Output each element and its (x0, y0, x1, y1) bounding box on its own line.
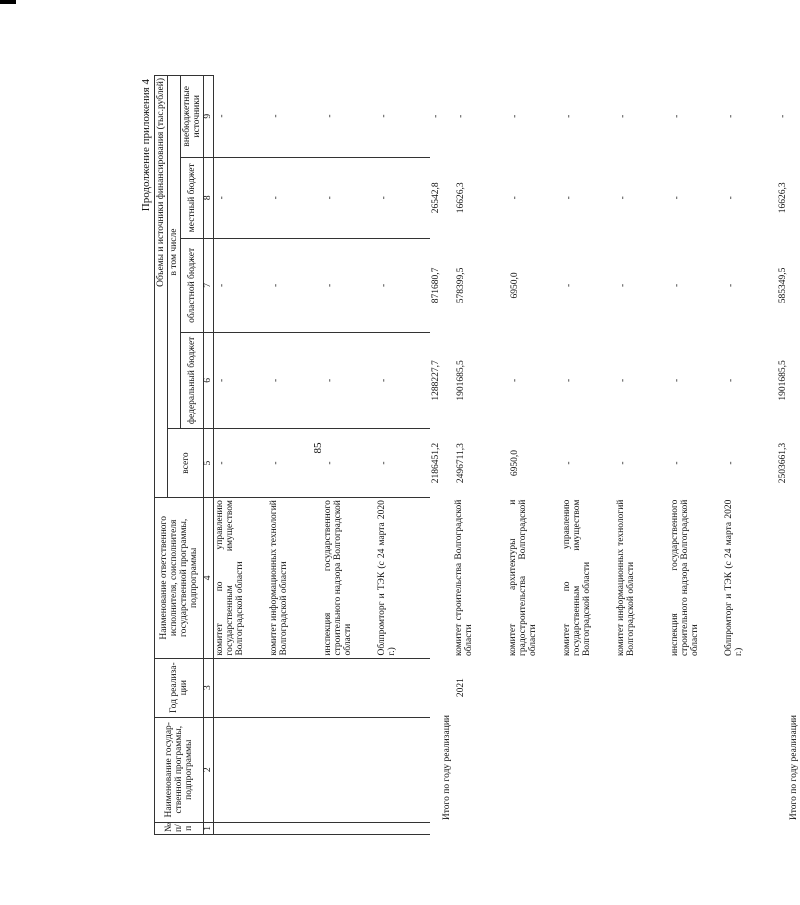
rotated-table-area (140, 75, 799, 835)
table-row: 2021 комитет строительства Волгоградской области 2496711,3 1901685,5 578399,5 16626,3 - (453, 76, 507, 835)
financing-table (154, 75, 800, 835)
org-name: комитет по управлению государственным имуществом Волгоградской области (562, 499, 592, 657)
header-federal: федеральный бюджет (181, 332, 204, 428)
table-row: комитет по управлению государственным имуществом Волгоградской области - - - - - (561, 76, 615, 835)
col-num-5: 5 (204, 429, 214, 498)
col-num-4: 4 (204, 498, 214, 658)
corner-mark (0, 0, 16, 4)
header-regional: областной бюджет (181, 238, 204, 332)
table-row: инспекция государственного строительного надзора Волгоградской области - - - - - (669, 76, 723, 835)
header-including: в том числе (168, 76, 181, 429)
header-number: № п/п (155, 822, 204, 834)
table-row: комитет по управлению государственным имуществом Волгоградской области - - - - - (214, 76, 269, 835)
org-name: комитет информационных технологий Волгоградской области (616, 499, 636, 657)
header-volumes: Объемы и источники финансирования (тыс.рублей) (155, 76, 168, 498)
total-label: Итого по году реализации (442, 715, 452, 821)
col-num-7: 7 (204, 238, 214, 332)
col-num-1: 1 (204, 822, 214, 834)
org-name: Облпромторг и ТЭК (с 24 марта 2020 г.) (376, 498, 430, 658)
table-row: комитет архитектуры и градостроительства Волгоградской области 6950,0 - 6950,0 - - (507, 76, 561, 835)
continuation-title: Продолжение приложения 4 (140, 79, 152, 212)
total-row: Итого по году реализации 2186451,2 1288227,7 871680,7 26542,8 - (431, 114, 452, 821)
page-number: 85 (312, 442, 324, 454)
org-name: комитет информационных технологий Волгоградской области (268, 498, 322, 658)
col-num-2: 2 (204, 717, 214, 822)
total-row: Итого по году реализации 2503661,3 1901685,5 585349,5 16626,3 - (778, 114, 799, 821)
header-program: Наименование государ-ственной программы, подпрограммы (155, 717, 204, 822)
org-name: комитет по управлению государственным имуществом Волгоградской области (214, 498, 269, 658)
header-local: местный бюджет (181, 157, 204, 238)
org-name: инспекция государственного строительного надзора Волгоградской области (322, 498, 376, 658)
org-name: Облпромторг и ТЭК (с 24 марта 2020 г.) (724, 499, 744, 657)
year-cell: 2021 (456, 678, 466, 698)
col-num-3: 3 (204, 658, 214, 717)
total-label: Итого по году реализации (789, 715, 799, 821)
table-row: Облпромторг и ТЭК (с 24 марта 2020 г.) - - - - - (376, 76, 430, 835)
table-row: комитет информационных технологий Волгоградской области - - - - - (268, 76, 322, 835)
org-name: инспекция государственного строительного надзора Волгоградской области (670, 499, 700, 657)
org-name: комитет строительства Волгоградской области (454, 499, 474, 657)
table-row: Облпромторг и ТЭК (с 24 марта 2020 г.) - - - - - (723, 76, 777, 835)
header-total: всего (168, 429, 204, 498)
table-row: инспекция государственного строительного надзора Волгоградской области - - - - - (322, 76, 376, 835)
header-extrabudget: внебюджетные источники (181, 76, 204, 158)
header-year: Год реализа-ции (155, 658, 204, 717)
org-name: комитет архитектуры и градостроительства Волгоградской области (508, 499, 538, 657)
col-num-6: 6 (204, 332, 214, 428)
header-executor: Наименование ответственного исполнителя, соисполнителя государственной программы, подпрограммы (155, 498, 204, 658)
col-num-9: 9 (204, 76, 214, 158)
table-row: комитет информационных технологий Волгоградской области - - - - - (615, 76, 669, 835)
col-num-8: 8 (204, 157, 214, 238)
